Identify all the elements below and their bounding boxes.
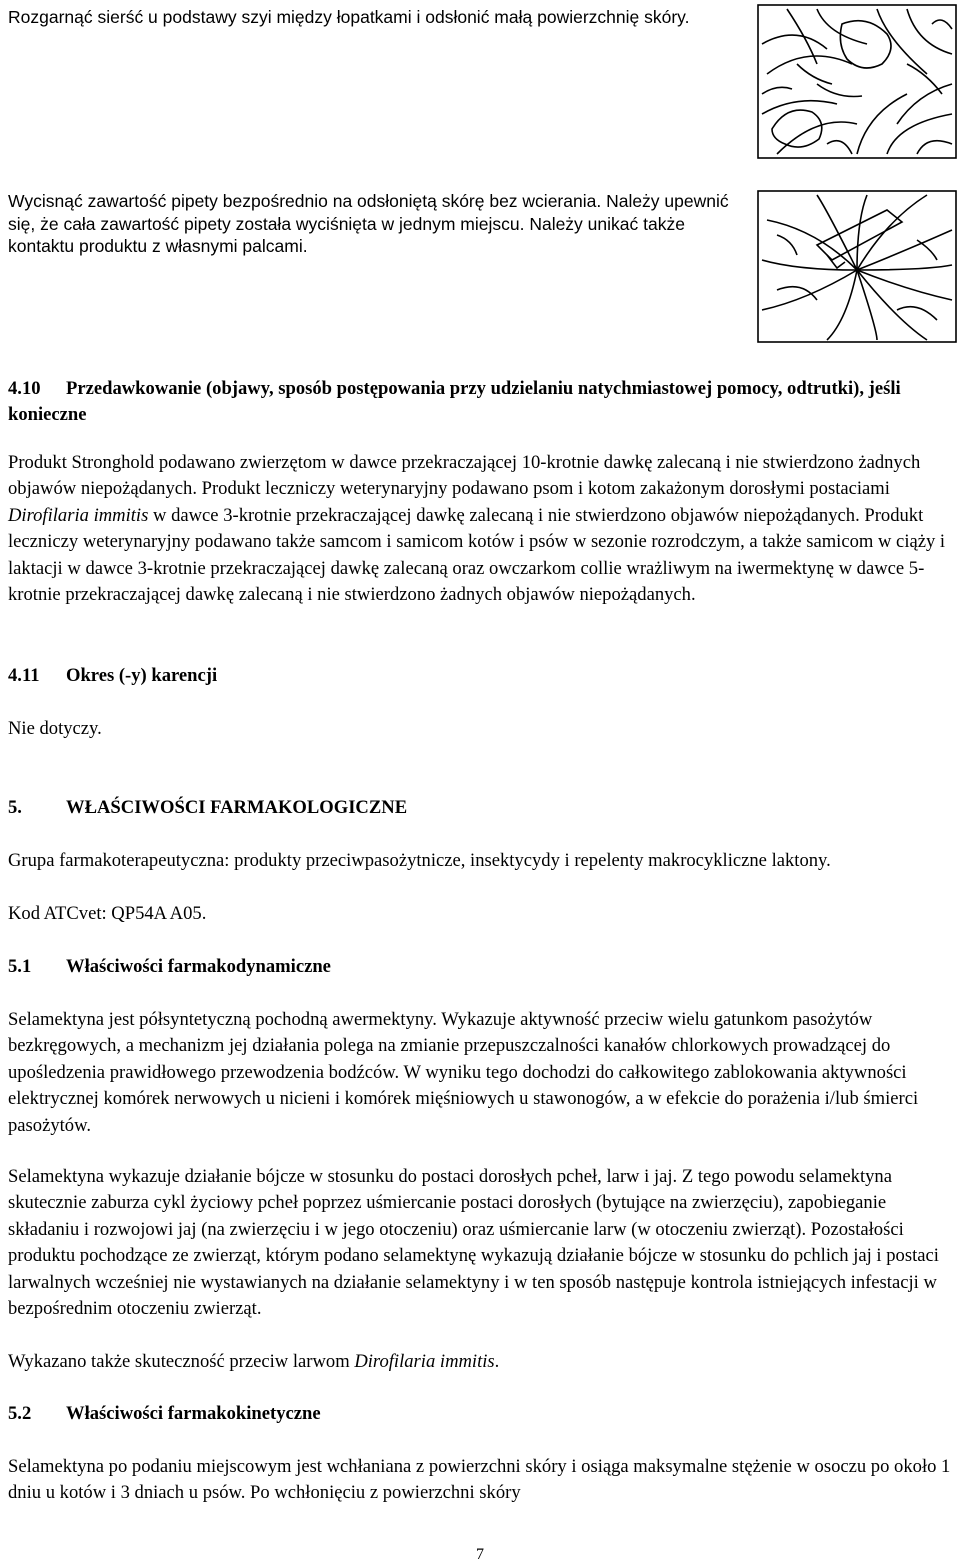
pharmacokinetics-paragraph-1: Selamektyna po podaniu miejscowym jest wchłaniana z powierzchni skóry i osiąga maksymalne stężenie w osoczu po około 1 dniu u kotów i 3 dniach u psów. Po wchłonięciu z powierzchni skóry: [8, 1456, 951, 1504]
species-name: Dirofilaria immitis: [354, 1351, 495, 1372]
section-number: 4.11: [8, 665, 40, 686]
instruction-step-1: Rozgarnąć sierść u podstawy szyi między łopatkami i odsłonić małą powierzchnię skóry.: [8, 7, 690, 27]
instruction-step-2: Wycisnąć zawartość pipety bezpośrednio na odsłoniętą skórę bez wcierania. Należy upewnić się, że cała zawartość pipety została wyciśnięta w jednym miejscu. Należy unikać także kontaktu produktu z własnymi palcami.: [8, 191, 729, 256]
text-run: Wykazano także skuteczność przeciw larwom: [8, 1351, 355, 1372]
section-title: WŁAŚCIWOŚCI FARMAKOLOGICZNE: [66, 797, 408, 818]
withdrawal-period-text: Nie dotyczy.: [8, 718, 102, 739]
text-run: Produkt Stronghold podawano zwierzętom w dawce przekraczającej 10-krotnie dawkę zalecaną i nie stwierdzono żadnych objawów niepożądanych. Produkt leczniczy weterynaryjny podawano psom i kotom zakażonym dorosłymi postaciami: [8, 452, 921, 500]
pharmacodynamics-paragraph-1: Selamektyna jest półsyntetyczną pochodną awermektyny. Wykazuje aktywność przeciw wielu gatunkom pasożytów bezkręgowych, a mechanizm jej działania polega na zmianie przepuszczalności kanałów chlorkowych prowadzącej do upośledzenia prawidłowego przewodzenia bodźców. W wyniku tego dochodzi do całkowitego zablokowania aktywności elektrycznej komórek nerwowych u nicieni i komórek mięśniowych u stawonogów, a w efekcie do porażenia i/lub śmierci pasożytów.: [8, 1009, 919, 1136]
section-5-2-heading: [8, 1401, 953, 1427]
pharmacodynamics-paragraph-3: [8, 1349, 953, 1375]
section-title: Właściwości farmakodynamiczne: [66, 956, 331, 977]
page-number: 7: [476, 1546, 484, 1563]
species-name: Dirofilaria immitis: [8, 504, 149, 526]
text-run: w dawce 3-krotnie przekraczającej dawkę zalecaną i nie stwierdzono objawów niepożądanych. Produkt leczniczy weterynaryjny podawano także samcom i samicom kotów i psów w sezonie rozrodczym, a także samicom w ciąży i laktacji w dawce 3-krotnie przekraczającej dawkę zalecaną oraz owczarkom collie wrażliwym na iwermektynę w dawce 5-krotnie przekraczającej dawkę zalecaną i nie stwierdzono żadnych objawów niepożądanych.: [8, 504, 946, 606]
section-5-1-heading: [8, 954, 953, 980]
pharmacotherapeutic-group: Grupa farmakoterapeutyczna: produkty przeciwpasożytnicze, insektycydy i repelenty makrocykliczne laktony.: [8, 850, 831, 871]
pharmacodynamics-paragraph-2: Selamektyna wykazuje działanie bójcze w stosunku do postaci dorosłych pcheł, larw i jaj. Z tego powodu selamektyna skutecznie zaburza cykl życiowy pcheł poprzez uśmiercanie postaci dorosłych (bytujące na zwierzęciu), zapobieganie składaniu i rozwojowi jaj (na zwierzęciu i w jego otoczeniu) oraz uśmiercanie larw (w otoczeniu zwierząt). Pozostałości produktu pochodzące ze zwierząt, którym podano selamektynę wykazują działanie bójcze w stosunku do pchlich jaj i postaci larwalnych wcześniej nie wystawianych na działanie selamektyny i w ten sposób następuje kontrola istniejących infestacji w bezpośrednim otoczeniu zwierząt.: [8, 1166, 939, 1320]
atcvet-code: Kod ATCvet: QP54A A05.: [8, 903, 207, 924]
section-number: 5.1: [8, 956, 32, 977]
section-number: 5.: [8, 797, 22, 818]
section-4-10-heading: [8, 376, 953, 429]
section-title: Przedawkowanie (objawy, sposób postępowania przy udzielaniu natychmiastowej pomocy, odtrutki), jeśli konieczne: [8, 378, 901, 426]
section-title: Okres (-y) karencji: [66, 665, 218, 686]
section-4-11-heading: [8, 663, 953, 689]
section-5-heading: [8, 795, 953, 821]
text-run: .: [494, 1351, 500, 1372]
section-number: 4.10: [8, 378, 41, 399]
section-title: Właściwości farmakokinetyczne: [66, 1403, 321, 1424]
overdose-paragraph: [8, 450, 953, 608]
pipette-application-illustration: [757, 190, 957, 343]
section-number: 5.2: [8, 1403, 32, 1424]
fur-parting-illustration: [757, 4, 957, 159]
